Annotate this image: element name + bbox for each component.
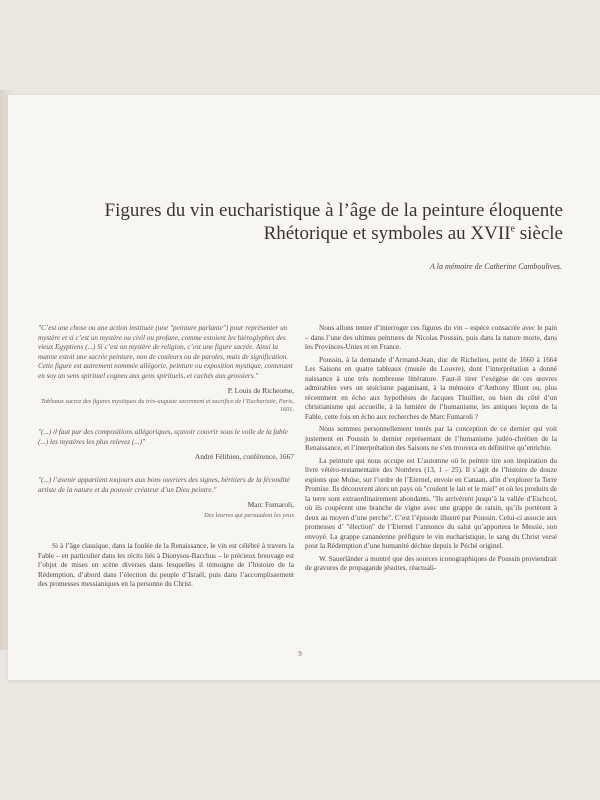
- left-body-text: [38, 542, 294, 590]
- epigraph-quote-2: [38, 428, 294, 462]
- body-paragraph: La peinture qui nous occupe est L’automne où le peintre tire son inspiration du livre vétéro-testamentaire des Nombres (13, 1 – 25). Il s’agit de l’histoire de douze espions que Moïse, sur l’ordre de l’Eternel, envoie en Canaan, afin d’explorer la Terre Promise. Ils découvrent alors un pays où "coulent le lait et le miel" et où les produits de la terre sont extraordinairement abondants. "Ils arrivèrent jusqu’à la vallée d’Eschcol, où ils coupèrent une branche de vigne avec une grappe de raisin, qu’ils portèrent à deux au moyen d’une perche". C’est l’épisode illustré par Poussin. Celui-ci associe aux promesses d’ "élection" de l’Eternel l’annonce du salut qu’apportera le Messie, son envoyé. La grappe cananéenne préfigure le vin eucharistique, le sang du Christ versé pour la Rédemption d’une humanité déchue depuis le Péché originel.: [305, 456, 557, 550]
- body-paragraph: W. Sauerländer a montré que des sources iconographiques de Poussin proviendrait de gravures de propagande jésuites, réactuali-: [305, 554, 557, 572]
- epigraph-quote-1: [38, 324, 294, 414]
- body-paragraph: Poussin, à la demande d’Armand-Jean, duc de Richelieu, peint de 1660 à 1664 Les Saisons en quatre tableaux (musée du Louvre), dont l’interprétation a donné naissance à une très nombreuse littérature. Faut-il tirer l’exégèse de ces œuvres admirables vers un stoïcisme paganisant, à la mémoire d’Anthony Blunt ou, plus récemment en écho aux hypothèses de Jacques Thuillier, ou bien du côté d’un christianisme qui accueille, à la lumière de l’humanisme, les antiques leçons de la Fable, cette fois en écho aux recherches de Marc Fumaroli ?: [305, 355, 557, 421]
- title-line-2: [0, 223, 563, 246]
- body-paragraph: Nous sommes personnellement tentés par la conception de ce dernier qui voit justement en Poussin le dernier représentant de l’humanisme judéo-chrétien de la Renaissance, et l’interprétation des Saisons ne s’en trouvera en définitive qu’enrichie.: [305, 425, 557, 452]
- quote-text: "(...) l’avenir appartient toujours aux bons ouvriers des signes, héritiers de la fécondité artiste de la nature et du pouvoir créateur d’un Dieu peintre.": [38, 476, 290, 494]
- body-paragraph: Si à l’âge classique, dans la foulée de la Renaissance, le vin est célébré à travers la Fable – en particulier dans les récits liés à Dionysos-Bacchus – le précieux breuvage est l’objet de mises en scène diverses dans lesquelles il témoigne de l’histoire de la Rédemption, d’abord dans l’élection du peuple d’Israël, puis dans l’accomplissement des promesses messianiques en la personne du Christ.: [38, 542, 294, 589]
- quote-text: "C’est une chose ou une action instituée (une "peinture parlante") pour représenter un mystère et si c’est un mystère ou civil ou profane, comme estoient les hiéroglyphes des vieux Egyptiens (...) Si c’est un mystère de religion, c’est une figure sacrée. Ainsi la manne estoit une sacrée peinture, non de couleurs ou de paroles, mais de signification. Cette figure est autrement nommée allégorie, peinture ou exposition mystique, contenant en soy un sens spirituel cogneu aux gens spirituels, et cachés aux grossiers.": [38, 324, 293, 380]
- epigraph-quote-3: [38, 476, 294, 520]
- quote-author: P. Louis de Richeome,: [227, 386, 294, 395]
- quote-author: André Félibien, conférence, 1667: [194, 452, 294, 462]
- body-paragraph: Nous allons tenter d’interroger ces figures du vin – espèce consacrée avec le pain – dans l’une des ultimes peintures de Nicolas Poussin, puis dans la nature morte, dans les Provinces-Unies et en France.: [305, 324, 557, 351]
- title-line-2-suffix: siècle: [514, 222, 563, 244]
- title-century-sup: e: [510, 223, 515, 235]
- title-line-1: Figures du vin eucharistique à l’âge de la peinture éloquente: [104, 200, 563, 221]
- quote-source: Tableaux sacrez des figures mystiques du très-auguste sacrement et sacrifice de l’Eucharistie, Paris, 1601.: [40, 397, 294, 414]
- right-column: [305, 324, 557, 577]
- title-century: XVII: [470, 222, 511, 244]
- dedication: A la mémoire de Catherine Camboulives.: [430, 262, 562, 271]
- page-title: [0, 200, 563, 246]
- quote-source: Des leurres qui persuadent les yeux: [204, 511, 294, 519]
- title-line-2-prefix: Rhétorique et symboles au: [263, 222, 471, 244]
- left-column: [38, 324, 294, 590]
- quote-text: "(...) il faut par des compositions allégoriques, sçavoir couvrir sous le voile de la fable (...) les mystères les plus relevez (...)": [38, 428, 288, 446]
- page-number: 9: [298, 650, 302, 658]
- quote-author: Marc Fumaroli,: [247, 500, 294, 510]
